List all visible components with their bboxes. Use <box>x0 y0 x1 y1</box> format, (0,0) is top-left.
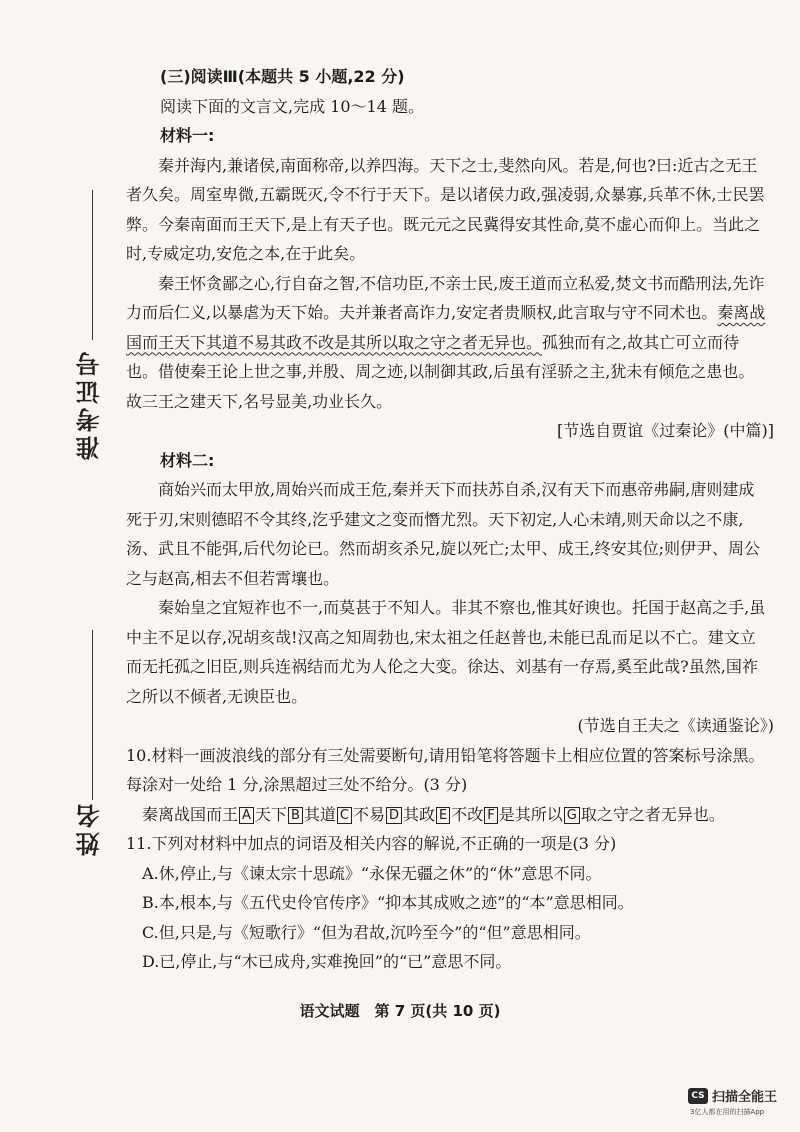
camscanner-logo-icon: CS <box>688 1088 708 1104</box>
wavy-underlined-passage: 秦离战国而王天下其道不易其政不改是其所以取之守之者无异也。 <box>126 303 766 352</box>
option-a: A.休,停止,与《谏太宗十思疏》“永保无疆之休”的“休”意思不同。 <box>142 863 602 883</box>
answer-box-b[interactable]: B <box>288 807 303 824</box>
q10-segment: 是其所以 <box>498 804 563 824</box>
exam-id-label: 准考证号 <box>76 348 104 460</box>
name-line <box>92 630 93 800</box>
q10-segment: 不易 <box>352 804 385 824</box>
question-10-sentence <box>142 800 768 830</box>
q10-segment: 取之守之者无异也。 <box>580 804 725 824</box>
question-10-stem: 10.材料一画波浪线的部分有三处需要断句,请用铅笔将答题卡上相应位置的答案标号涂黑。每涂对一处给 1 分,涂黑超过三处不给分。(3 分) <box>126 745 765 794</box>
answer-box-e[interactable]: E <box>436 807 450 824</box>
material2-para2: 秦始皇之宜短祚也不一,而莫甚于不知人。非其不察也,惟其好谀也。托国于赵高之手,虽中主不足以存,况胡亥哉!汉高之知周勃也,宋太祖之任赵普也,未能已乱而足以不亡。建文立而无托孤之旧臣,则兵连祸结而尤为人伦之大变。徐达、刘基有一存焉,奚至此哉?虽然,国祚之所以不倾者,无谀臣也。 <box>126 598 766 706</box>
material1-source: [节选自贾谊《过秦论》(中篇)] <box>557 421 774 440</box>
material1-para2-after: 孤独而有之,故其亡可立而待也。借使秦王论上世之事,并殷、周之迹,以制御其政,后虽有淫骄之主,犹未有倾危之患也。故三王之建天下,名号显美,功业长久。 <box>126 332 755 411</box>
material2-source: (节选自王夫之《读通鉴论》) <box>577 716 774 735</box>
option-b: B.本,根本,与《五代史伶官传序》“抑本其成败之迹”的“本”意思相同。 <box>142 893 634 912</box>
scanner-app-name: 扫描全能王 <box>712 1090 778 1105</box>
option-d: D.已,停止,与“木已成舟,实难挽回”的“已”意思不同。 <box>142 952 512 971</box>
q10-segment: 其政 <box>402 804 435 824</box>
q10-segment: 秦离战国而王 <box>142 804 239 824</box>
q10-segment: 不改 <box>451 804 484 824</box>
material1-para1: 秦并海内,兼诸侯,南面称帝,以养四海。天下之士,斐然向风。若是,何也?曰:近古之无王者久矣。周室卑微,五霸既灭,令不行于天下。是以诸侯力政,强凌弱,众暴寡,兵革不休,士民罢弊。今秦南面而王天下,是上有天子也。既元元之民冀得安其性命,莫不虚心而仰上。当此之时,专威定功,安危之本,在于此矣。 <box>126 155 765 263</box>
material1-para2 <box>126 269 770 417</box>
section-heading: (三)阅读Ⅲ(本题共 5 小题,22 分) <box>160 67 405 86</box>
answer-box-g[interactable]: G <box>564 807 580 824</box>
material1-para2-before: 秦王怀贪鄙之心,行自奋之智,不信功臣,不亲士民,废王道而立私爱,焚文书而酷刑法,先诈力而后仁义,以暴虐为天下始。夫并兼者高诈力,安定者贵顺权,此言取与守不同术也。 <box>126 273 765 322</box>
page-footer: 语文试题 第 7 页(共 10 页) <box>299 1002 501 1020</box>
q10-segment: 其道 <box>303 804 336 824</box>
answer-box-c[interactable]: C <box>337 807 352 824</box>
option-c: C.但,只是,与《短歌行》“但为君故,沉吟至今”的“但”意思相同。 <box>142 922 591 942</box>
exam-id-line <box>92 190 93 340</box>
document-body <box>126 62 774 977</box>
scanner-tagline: 3亿人都在用的扫描App <box>690 1108 765 1116</box>
material2-para1: 商始兴而太甲放,周始兴而成王危,秦并天下而扶苏自杀,汉有天下而惠帝弗嗣,唐则建成死于刃,宋则德昭不令其终,汔乎建文之变而憯尤烈。天下初定,人心未靖,则天命以之不康,汤、武且不能弭,后代勿论已。然而胡亥杀兄,旋以死亡;太甲、成王,终安其位;则伊尹、周公之与赵高,相去不但若霄壤也。 <box>126 480 761 588</box>
section-instruction: 阅读下面的文言文,完成 10～14 题。 <box>160 96 424 116</box>
material2-label: 材料二: <box>160 450 215 470</box>
answer-box-d[interactable]: D <box>386 807 402 824</box>
name-label: 姓名 <box>76 800 104 856</box>
q10-segment: 天下 <box>254 804 287 824</box>
answer-box-f[interactable]: F <box>484 807 497 824</box>
scanner-watermark <box>688 1086 788 1117</box>
question-11-stem: 11.下列对材料中加点的词语及相关内容的解说,不正确的一项是(3 分) <box>126 834 617 853</box>
answer-box-a[interactable]: A <box>239 807 254 824</box>
material1-label: 材料一: <box>160 126 215 145</box>
